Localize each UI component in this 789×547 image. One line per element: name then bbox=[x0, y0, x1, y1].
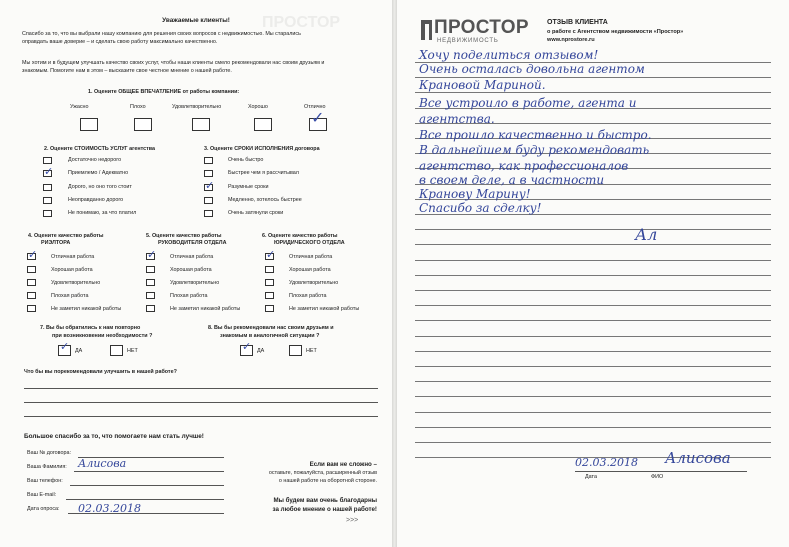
side-note-2: оставьте, пожалуйста, расширенный отзыв bbox=[268, 470, 377, 476]
email-label: Ваш E-mail: bbox=[27, 492, 57, 498]
q1-option-label: Ужасно bbox=[70, 104, 89, 110]
review-heading: ОТЗЫВ КЛИЕНТА bbox=[547, 19, 608, 26]
review-page bbox=[397, 0, 789, 547]
q5-checkbox[interactable] bbox=[146, 305, 155, 312]
q8-no-checkbox[interactable] bbox=[289, 345, 302, 356]
ruled-line[interactable] bbox=[415, 229, 771, 230]
intro-line-2: оправдать ваше доверие – и сделать свою работу максимально качественно. bbox=[22, 39, 218, 45]
q4-option: Не заметил никакой работы bbox=[51, 306, 122, 312]
q7-yes-label: ДА bbox=[75, 348, 83, 354]
review-line: Крановой Мариной. bbox=[419, 78, 546, 92]
q3-checkbox[interactable] bbox=[204, 210, 213, 217]
q8-yes-label: ДА bbox=[257, 348, 265, 354]
question-7: 7. Вы бы обратились к нам повторно bbox=[40, 325, 141, 331]
q4-option: Хорошая работа bbox=[51, 267, 93, 273]
q8-no-label: НЕТ bbox=[306, 348, 317, 354]
q4-option: Удовлетворительно bbox=[51, 280, 101, 286]
signature-line[interactable] bbox=[575, 471, 747, 472]
q6-checkbox[interactable] bbox=[265, 292, 274, 299]
question-2: 2. Оцените СТОИМОСТЬ УСЛУГ агентства bbox=[44, 146, 156, 152]
q4-checkbox[interactable] bbox=[27, 266, 36, 273]
review-line: Все устроило в работе, агента и bbox=[419, 96, 637, 110]
q4-checkbox[interactable] bbox=[27, 292, 36, 299]
question-6-subject: ЮРИДИЧЕСКОГО ОТДЕЛА bbox=[274, 240, 345, 246]
side-note-3: о нашей работе на оборотной стороне. bbox=[278, 478, 377, 484]
review-line: Хочу поделиться отзывом! bbox=[419, 48, 599, 62]
q4-checkbox[interactable] bbox=[27, 279, 36, 286]
q6-checkbox[interactable] bbox=[265, 305, 274, 312]
q1-option-label: Удовлетворительно bbox=[172, 104, 222, 110]
q3-checkbox[interactable] bbox=[204, 197, 213, 204]
q2-option: Не понимаю, за что платил bbox=[68, 210, 137, 216]
review-line: Все прошло качественно и быстро. bbox=[419, 128, 652, 142]
q2-option: Дорого, но оно того стоит bbox=[68, 184, 132, 190]
q5-checkbox[interactable] bbox=[146, 266, 155, 273]
q5-option: Плохая работа bbox=[170, 293, 208, 299]
review-line: Спасибо за сделку! bbox=[419, 201, 542, 215]
q5-option: Удовлетворительно bbox=[170, 280, 220, 286]
check-mark-icon: ✓ bbox=[311, 108, 325, 127]
review-date-value: 02.03.2018 bbox=[575, 456, 638, 469]
intro-line-1: Спасибо за то, что вы выбрали нашу компанию для решения своих вопросов с недвижимостью. Мы старались bbox=[22, 31, 301, 37]
ruled-line[interactable] bbox=[415, 290, 771, 291]
check-mark-icon: ✓ bbox=[205, 179, 215, 192]
q2-checkbox[interactable] bbox=[43, 157, 52, 164]
q1-option-label: Отлично bbox=[304, 104, 326, 110]
surname-field[interactable] bbox=[74, 471, 224, 472]
q1-checkbox[interactable] bbox=[134, 118, 152, 131]
q6-option: Удовлетворительно bbox=[289, 280, 339, 286]
ruled-line[interactable] bbox=[415, 260, 771, 261]
contract-label: Ваш № договора: bbox=[27, 450, 71, 456]
date-caption: Дата bbox=[585, 474, 597, 480]
q1-checkbox[interactable] bbox=[192, 118, 210, 131]
survey-form-page bbox=[0, 0, 392, 547]
check-mark-icon: ✓ bbox=[60, 340, 70, 353]
check-mark-icon: ✓ bbox=[147, 248, 157, 261]
review-line: агентства. bbox=[419, 112, 495, 126]
q6-option: Плохая работа bbox=[289, 293, 327, 299]
ruled-line[interactable] bbox=[415, 427, 771, 428]
logo-name: ПРОСТОР bbox=[434, 17, 529, 38]
q3-option: Очень затянули сроки bbox=[228, 210, 284, 216]
ruled-line[interactable] bbox=[415, 92, 771, 93]
q2-checkbox[interactable] bbox=[43, 197, 52, 204]
q4-option: Отличная работа bbox=[51, 254, 95, 260]
intro-line-3: Мы хотим и в будущем улучшать качество своих услуг, чтобы наши клиенты смело рекомендовали нас своим друзьям и bbox=[22, 60, 325, 66]
q3-option: Очень быстро bbox=[228, 157, 264, 163]
check-mark-icon: ✓ bbox=[242, 340, 252, 353]
review-line: Кранову Марину! bbox=[419, 187, 531, 201]
question-1: 1. Оцените ОБЩЕЕ ВПЕЧАТЛЕНИЕ от работы компании: bbox=[88, 89, 240, 95]
q5-option: Хорошая работа bbox=[170, 267, 212, 273]
q6-option: Не заметил никакой работы bbox=[289, 306, 360, 312]
q2-option: Приемлемо / Адекватно bbox=[68, 170, 129, 176]
question-3: 3. Оцените СРОКИ ИСПОЛНЕНИЯ договора bbox=[204, 146, 320, 152]
q7-no-checkbox[interactable] bbox=[110, 345, 123, 356]
question-5: 5. Оцените качество работы bbox=[146, 233, 222, 239]
q1-checkbox[interactable] bbox=[254, 118, 272, 131]
review-line: агентство, как профессионалов bbox=[419, 159, 629, 173]
q4-checkbox[interactable] bbox=[27, 305, 36, 312]
review-line: Очень осталась довольна агентом bbox=[419, 62, 645, 76]
q6-option: Отличная работа bbox=[289, 254, 333, 260]
website-link[interactable]: www.nprostore.ru bbox=[547, 37, 595, 43]
review-fio-value: Алисова bbox=[665, 449, 731, 467]
question-6: 6. Оцените качество работы bbox=[262, 233, 338, 239]
review-line: В дальнейшем буду рекомендовать bbox=[419, 143, 650, 157]
greeting-title: Уважаемые клиенты! bbox=[162, 17, 230, 24]
check-mark-icon: ✓ bbox=[44, 165, 54, 178]
answer-line[interactable] bbox=[24, 402, 378, 403]
ruled-line[interactable] bbox=[415, 275, 771, 276]
review-subheading: о работе с Агентством недвижимости «Простор» bbox=[547, 29, 684, 35]
ruled-line[interactable] bbox=[415, 412, 771, 413]
q3-checkbox[interactable] bbox=[204, 157, 213, 164]
q7-no-label: НЕТ bbox=[127, 348, 138, 354]
check-mark-icon: ✓ bbox=[28, 248, 38, 261]
review-line: в своем деле, а в частности bbox=[419, 173, 605, 187]
logo-mark-cutout bbox=[425, 24, 429, 40]
logo-subtitle: НЕДВИЖИМОСТЬ bbox=[437, 38, 499, 44]
q1-checkbox[interactable] bbox=[80, 118, 98, 131]
surname-value: Алисова bbox=[78, 457, 127, 470]
date-label: Дата опроса: bbox=[27, 506, 60, 512]
q6-checkbox[interactable] bbox=[265, 279, 274, 286]
q2-checkbox[interactable] bbox=[43, 184, 52, 191]
arrows-icon: >>> bbox=[346, 517, 359, 524]
q1-option-label: Плохо bbox=[130, 104, 146, 110]
intro-line-4: знакомым. Помогите нам в этом – высказите свое честное мнение о нашей работе. bbox=[22, 68, 232, 74]
phone-field[interactable] bbox=[70, 485, 224, 486]
q5-checkbox[interactable] bbox=[146, 279, 155, 286]
thanks-text: Большое спасибо за то, что помогаете нам стать лучше! bbox=[24, 433, 204, 440]
question-4: 4. Оцените качество работы bbox=[28, 233, 104, 239]
ruled-line[interactable] bbox=[415, 442, 771, 443]
ruled-line[interactable] bbox=[415, 396, 771, 397]
q5-checkbox[interactable] bbox=[146, 292, 155, 299]
ruled-line[interactable] bbox=[415, 366, 771, 367]
q5-option: Отличная работа bbox=[170, 254, 214, 260]
ruled-line[interactable] bbox=[415, 351, 771, 352]
surname-label: Ваша Фамилия: bbox=[27, 464, 67, 470]
question-8-line-2: знакомым в аналогичной ситуации ? bbox=[220, 333, 320, 339]
q2-option: Достаточно недорого bbox=[68, 157, 122, 163]
q3-option: Медленно, хотелось быстрее bbox=[228, 197, 302, 203]
check-mark-icon: ✓ bbox=[266, 248, 276, 261]
q2-checkbox[interactable] bbox=[43, 210, 52, 217]
q6-option: Хорошая работа bbox=[289, 267, 331, 273]
question-5-subject: РУКОВОДИТЕЛЯ ОТДЕЛА bbox=[158, 240, 227, 246]
ruled-line[interactable] bbox=[415, 320, 771, 321]
signature: Ал bbox=[635, 225, 658, 244]
q1-option-label: Хорошо bbox=[248, 104, 268, 110]
question-7-line-2: при возникновении необходимости ? bbox=[52, 333, 153, 339]
q3-option: Разумные сроки bbox=[228, 184, 269, 190]
watermark: ПРОСТОР bbox=[262, 14, 341, 31]
fio-caption: ФИО bbox=[651, 474, 664, 480]
email-field[interactable] bbox=[66, 499, 224, 500]
q6-checkbox[interactable] bbox=[265, 266, 274, 273]
q2-option: Неоправданно дорого bbox=[68, 197, 124, 203]
q3-option: Быстрее чем я рассчитывал bbox=[228, 170, 299, 176]
side-note-4: Мы будем вам очень благодарны bbox=[273, 497, 377, 504]
side-note-5: за любое мнение о нашей работе! bbox=[272, 506, 377, 513]
answer-line[interactable] bbox=[24, 388, 378, 389]
answer-line[interactable] bbox=[24, 416, 378, 417]
ruled-line[interactable] bbox=[415, 381, 771, 382]
side-note-1: Если вам не сложно – bbox=[309, 461, 377, 468]
question-4-subject: РИЭЛТОРА bbox=[41, 240, 71, 246]
q5-option: Не заметил никакой работы bbox=[170, 306, 241, 312]
date-value: 02.03.2018 bbox=[78, 502, 141, 515]
ruled-line[interactable] bbox=[415, 244, 771, 245]
phone-label: Ваш телефон: bbox=[27, 478, 63, 484]
question-8: 8. Вы бы рекомендовали нас своим друзьям и bbox=[208, 325, 334, 331]
q3-checkbox[interactable] bbox=[204, 170, 213, 177]
improve-question: Что бы вы порекомендовали улучшить в нашей работе? bbox=[24, 369, 177, 375]
ruled-line[interactable] bbox=[415, 336, 771, 337]
q4-option: Плохая работа bbox=[51, 293, 89, 299]
ruled-line[interactable] bbox=[415, 305, 771, 306]
